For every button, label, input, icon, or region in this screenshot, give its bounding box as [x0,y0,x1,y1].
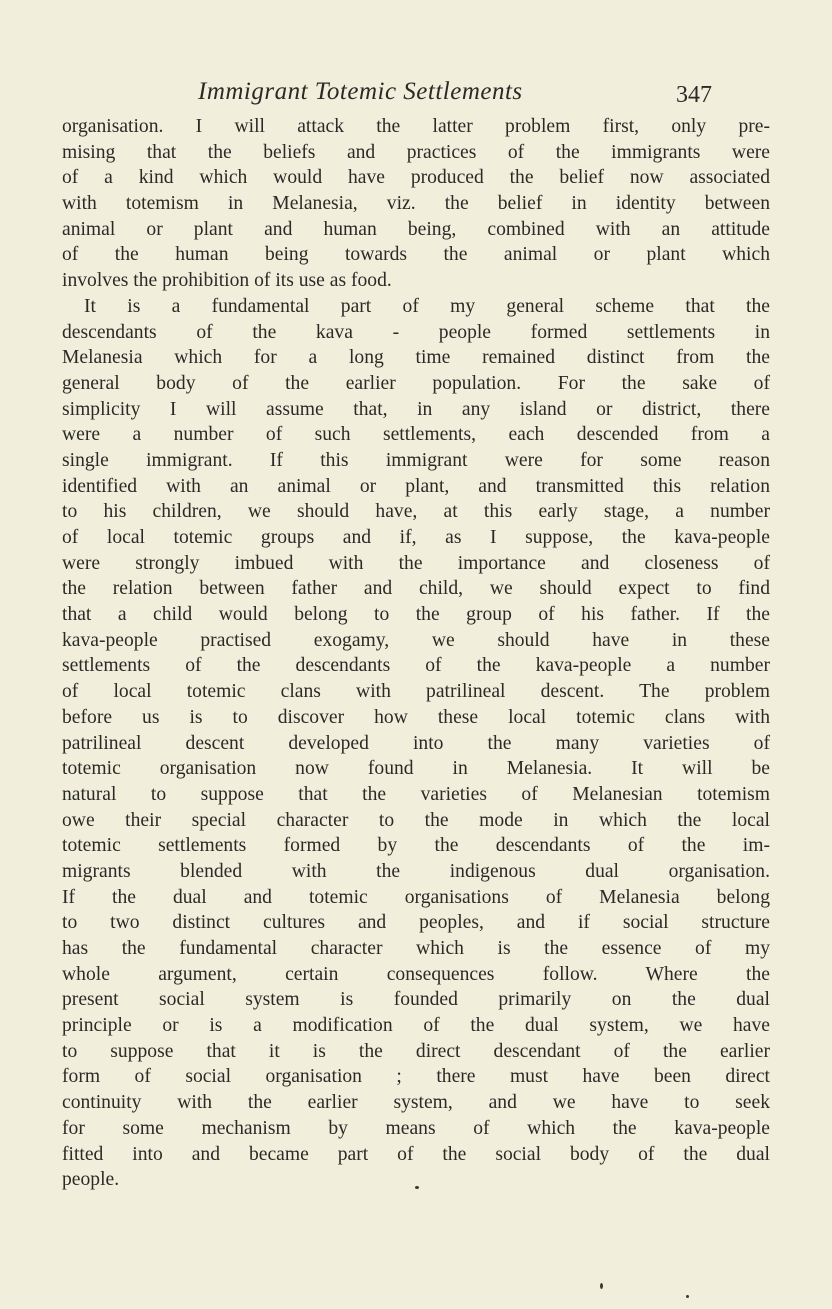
text-line: identified with an animal or plant, and transmitted this relation [62,475,770,497]
text-line: totemic organisation now found in Melanesia. It will be [62,758,770,780]
scan-speck [600,1283,603,1289]
text-line: to two distinct cultures and peoples, and if social structure [62,912,770,934]
page-number: 347 [676,82,712,108]
text-line: has the fundamental character which is the essence of my [62,938,770,959]
text-line: general body of the earlier population. For the sake of [62,372,770,394]
text-line: the relation between father and child, we should expect to find [62,578,770,600]
text-line: were strongly imbued with the importance and closeness of [62,552,770,574]
running-title: Immigrant Totemic Settlements [198,78,523,105]
text-line: owe their special character to the mode in which the local [62,809,770,831]
text-line: organisation. I will attack the latter problem first, only pre- [62,116,770,137]
text-line: were a number of such settlements, each descended from a [62,424,770,446]
text-line: patrilineal descent developed into the many varieties of [62,732,770,754]
text-line: settlements of the descendants of the kava-people a number [62,655,770,677]
running-header [0,78,832,112]
text-line: migrants blended with the indigenous dual organisation. [62,860,770,882]
text-line: form of social organisation ; there must have been direct [62,1066,770,1088]
text-line: to his children, we should have, at this early stage, a number [62,501,770,523]
text-line: kava-people practised exogamy, we should have in these [62,629,770,651]
text-line: fitted into and became part of the social body of the dual [62,1143,770,1165]
text-line: of local totemic clans with patrilineal descent. The problem [62,681,770,703]
body-text [62,114,770,1193]
text-line: If the dual and totemic organisations of Melanesia belong [62,886,770,908]
text-line: people. [62,1169,120,1191]
text-line: simplicity I will assume that, in any island or district, there [62,398,770,420]
text-line: to suppose that it is the direct descendant of the earlier [62,1040,770,1062]
scan-speck [415,1186,419,1189]
text-line: of a kind which would have produced the belief now associated [62,167,770,189]
text-line: Melanesia which for a long time remained distinct from the [62,347,770,369]
text-line: animal or plant and human being, combined with an attitude [62,218,770,240]
text-line: totemic settlements formed by the descendants of the im- [62,835,770,857]
text-line: principle or is a modification of the dual system, we have [62,1015,770,1037]
text-line: with totemism in Melanesia, viz. the belief in identity between [62,193,770,215]
text-line: continuity with the earlier system, and we have to seek [62,1092,770,1114]
text-line: before us is to discover how these local totemic clans with [62,706,770,728]
text-line: that a child would belong to the group of his father. If the [62,604,770,626]
text-line: for some mechanism by means of which the kava-people [62,1117,770,1139]
text-line: It is a fundamental part of my general scheme that the [84,295,770,317]
text-line: natural to suppose that the varieties of Melanesian totemism [62,783,770,805]
text-line: mising that the beliefs and practices of the immigrants were [62,141,770,163]
text-line: of the human being towards the animal or plant which [62,244,770,266]
text-line: descendants of the kava - people formed settlements in [62,321,770,343]
scan-speck [686,1295,689,1298]
text-line: involves the prohibition of its use as food. [62,270,392,292]
text-line: single immigrant. If this immigrant were for some reason [62,449,770,471]
text-line: present social system is founded primarily on the dual [62,989,770,1011]
text-line: of local totemic groups and if, as I suppose, the kava-people [62,527,770,548]
text-line: whole argument, certain consequences follow. Where the [62,963,770,985]
